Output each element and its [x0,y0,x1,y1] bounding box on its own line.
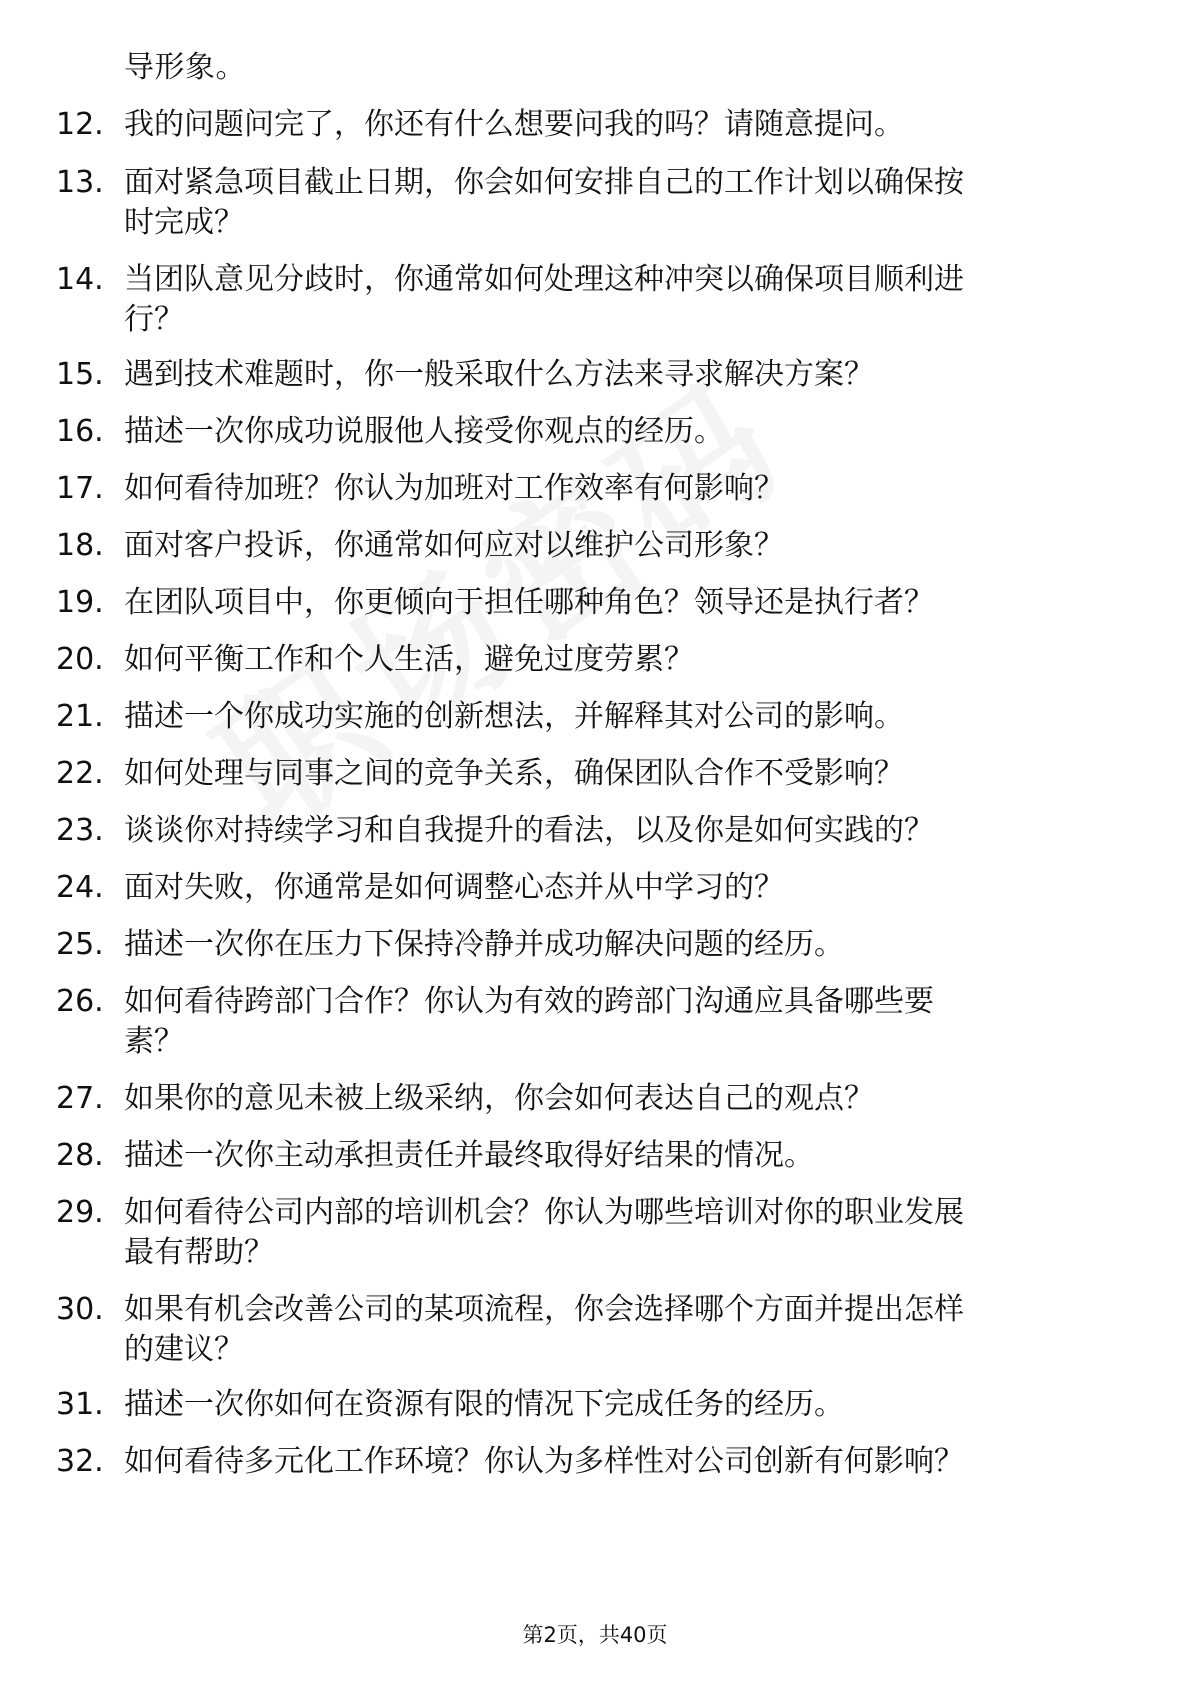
question-text: 如何处理与同事之间的竞争关系，确保团队合作不受影响？ [124,756,904,791]
question-text: 描述一次你在压力下保持冷静并成功解决问题的经历。 [124,927,844,962]
question-text: 面对客户投诉，你通常如何应对以维护公司形象？ [124,528,784,563]
question-number: 24. [56,870,104,905]
question-text: 时完成？ [124,205,244,240]
question-number: 25. [56,927,104,962]
question-text: 如果你的意见未被上级采纳，你会如何表达自己的观点？ [124,1081,874,1116]
question-text: 遇到技术难题时，你一般采取什么方法来寻求解决方案？ [124,357,874,392]
question-number: 17. [56,471,104,506]
question-number: 22. [56,756,104,791]
question-number: 14. [56,262,104,297]
question-number: 12. [56,107,104,142]
question-number: 32. [56,1444,104,1479]
question-text: 描述一个你成功实施的创新想法，并解释其对公司的影响。 [124,699,904,734]
question-text: 如何看待多元化工作环境？你认为多样性对公司创新有何影响？ [124,1444,964,1479]
question-number: 21. [56,699,104,734]
question-text: 如何平衡工作和个人生活，避免过度劳累？ [124,642,694,677]
question-number: 28. [56,1138,104,1173]
continuation-text: 导形象。 [124,50,246,85]
question-text: 我的问题问完了，你还有什么想要问我的吗？请随意提问。 [124,107,904,142]
question-number: 29. [56,1195,104,1230]
question-text: 素？ [124,1024,184,1059]
question-number: 13. [56,165,104,200]
question-text: 如何看待公司内部的培训机会？你认为哪些培训对你的职业发展 [124,1195,964,1230]
question-text: 的建议？ [124,1332,244,1367]
question-text: 行？ [124,302,184,337]
question-number: 15. [56,357,104,392]
question-text: 最有帮助？ [124,1235,274,1270]
question-text: 面对紧急项目截止日期，你会如何安排自己的工作计划以确保按 [124,165,964,200]
question-text: 如何看待跨部门合作？你认为有效的跨部门沟通应具备哪些要 [124,984,934,1019]
question-text: 如果有机会改善公司的某项流程，你会选择哪个方面并提出怎样 [124,1292,964,1327]
question-number: 26. [56,984,104,1019]
question-number: 16. [56,414,104,449]
question-number: 27. [56,1081,104,1116]
question-text: 在团队项目中，你更倾向于担任哪种角色？领导还是执行者？ [124,585,934,620]
question-text: 描述一次你主动承担责任并最终取得好结果的情况。 [124,1138,814,1173]
question-number: 20. [56,642,104,677]
question-number: 31. [56,1387,104,1422]
question-number: 18. [56,528,104,563]
question-text: 谈谈你对持续学习和自我提升的看法，以及你是如何实践的？ [124,813,934,848]
question-number: 23. [56,813,104,848]
question-number: 19. [56,585,104,620]
page-footer: 第2页，共40页 [522,1623,668,1647]
question-text: 描述一次你如何在资源有限的情况下完成任务的经历。 [124,1387,844,1422]
question-text: 描述一次你成功说服他人接受你观点的经历。 [124,414,724,449]
question-text: 面对失败，你通常是如何调整心态并从中学习的？ [124,870,784,905]
question-number: 30. [56,1292,104,1327]
question-text: 当团队意见分歧时，你通常如何处理这种冲突以确保项目顺利进 [124,262,964,297]
question-text: 如何看待加班？你认为加班对工作效率有何影响？ [124,471,784,506]
